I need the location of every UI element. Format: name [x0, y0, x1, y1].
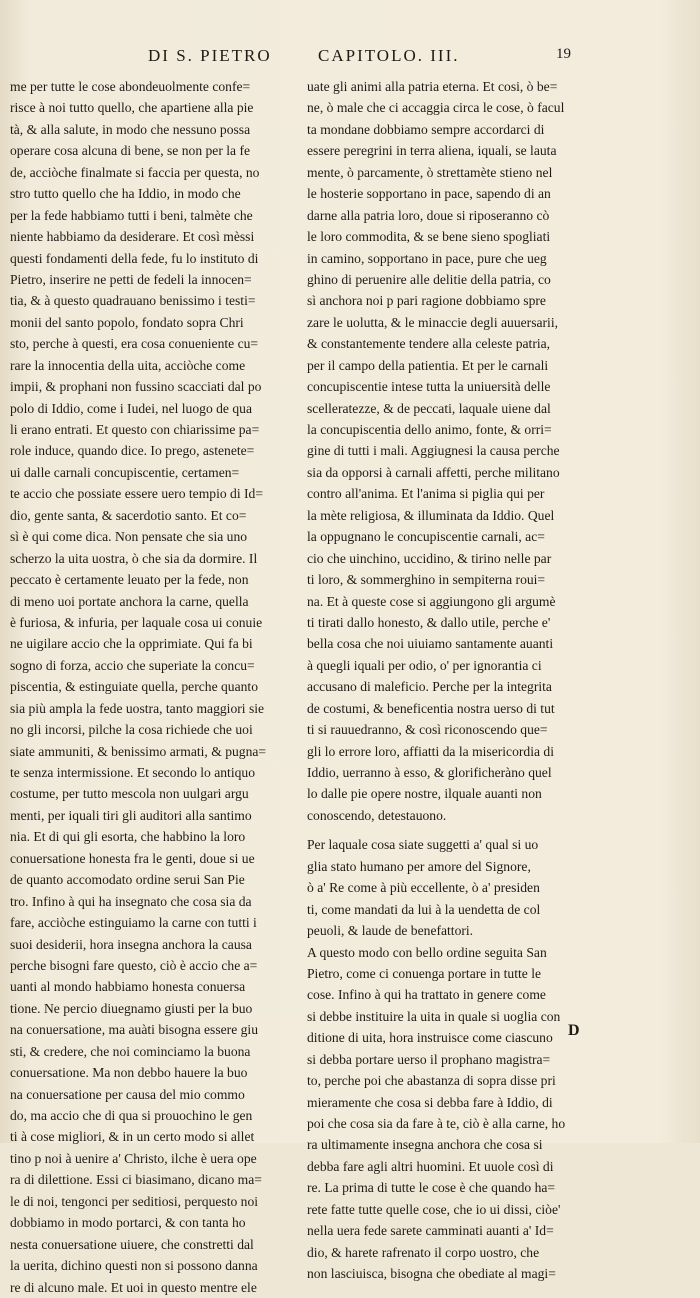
text-line: sì anchora noi p pari ragione dobbiamo spre — [307, 293, 546, 309]
text-line: le hosterie sopportano in pace, sapendo di an — [307, 186, 551, 202]
text-line: Per laquale cosa siate suggetti a' qual si uo — [307, 837, 539, 853]
text-line: ne, ò male che ci accaggia circa le cose, ò facul — [307, 100, 565, 116]
text-line: tà, & alla salute, in modo che nessuno possa — [10, 121, 251, 137]
text-line: questi fondamenti della fede, fu lo instituto di — [10, 250, 259, 266]
text-line: dio, gente santa, & sacerdotio santo. Et co= — [10, 507, 247, 523]
text-line: polo di Iddio, come i Iudei, nel luogo de qua — [10, 400, 252, 416]
text-line: li erano entrati. Et questo con chiarissime pa= — [10, 422, 260, 437]
text-line: per il campo della patientia. Et per le carnali — [307, 357, 549, 373]
text-line: accusano di maleficio. Perche per la integrita — [307, 679, 552, 695]
text-line: dobbiamo in modo portarci, & con tanta ho — [10, 1215, 246, 1231]
right-paragraph-3 — [307, 942, 597, 1285]
text-line: cio che uinchino, uccidino, & tirino nelle par — [307, 550, 552, 566]
text-line: glia stato humano per amore del Signore, — [307, 858, 531, 874]
text-line: sti, & credere, che noi cominciamo la buona — [10, 1043, 251, 1059]
text-line: uate gli animi alla patria eterna. Et cosi, ò be= — [307, 79, 558, 94]
text-line: stro tutto quello che ha Iddio, in modo che — [10, 186, 241, 202]
text-line: peccato è certamente leuato per la fede, non — [10, 572, 249, 588]
text-line: ra ultimamente insegna anchora che cosa si — [307, 1137, 543, 1153]
text-line: concupiscentie intese tutta la uniuersità delle — [307, 379, 551, 395]
text-line: suoi desiderii, hora insegna anchora la causa — [10, 936, 252, 952]
text-line: costume, per tutto mescola non uulgari argu — [10, 786, 249, 802]
text-line: la oppugnano le concupiscentie carnali, ac= — [307, 529, 545, 545]
text-line: cose. Infino à qui ha trattato in genere come — [307, 987, 546, 1003]
text-line: tia, & à questo quadrauano benissimo i testi= — [10, 293, 256, 309]
text-line: à quegli iquali per odio, o' per ignorantia ci — [307, 657, 542, 673]
text-line: non lasciuisca, bisogna che obediate al magi= — [307, 1266, 556, 1282]
text-line: gine di tutti i mali. Aggiugnesi la causa perche — [307, 443, 560, 459]
text-line: mieramente che cosa si debba fare à Iddio, di — [307, 1094, 553, 1110]
text-line: A questo modo con bello ordine seguita San — [307, 944, 547, 960]
text-line: di meno uoi portate anchora la carne, quella — [10, 593, 249, 609]
text-line: conuersatione honesta fra le genti, doue si ue — [10, 850, 255, 866]
text-line: menti, per iquali tiri gli auditori alla santimo — [10, 807, 252, 823]
folio-number: 19 — [556, 46, 571, 62]
text-line: lo dalle pie opere nostre, ilquale auanti non — [307, 786, 542, 802]
text-line: poi che cosa sia da fare à te, ciò è alla carne, ho — [307, 1116, 566, 1131]
text-line: le loro commodita, & se bene sieno spogliati — [307, 229, 551, 245]
text-line: ti, come mandati da lui à la uendetta de col — [307, 901, 541, 917]
text-line: piscentia, & estinguiate quella, perche quanto — [10, 679, 258, 695]
text-line: ghino di peruenire alle delitie della patria, co — [307, 271, 551, 287]
text-line: dio, & harete rafrenato il corpo uostro, che — [307, 1244, 540, 1260]
text-line: le di noi, tengonci per seditiosi, perquesto noi — [10, 1193, 259, 1209]
text-line: na conuersatione, ma auàti bisogna essere giu — [10, 1022, 258, 1038]
text-line: essere peregrini in terra aliena, iquali, se lauta — [307, 143, 557, 159]
text-line: de costumi, & beneficentia nostra uerso di tut — [307, 700, 555, 716]
text-line: la mète religiosa, & illuminata da Iddio. Quel — [307, 507, 555, 523]
text-line: ti à cose migliori, & in un certo modo si allet — [10, 1129, 255, 1145]
text-line: ti si rauuedranno, & così riconoscendo que= — [307, 722, 548, 738]
text-line: rete fatte tutte quelle cose, che io ui dissi, ciòe' — [307, 1201, 561, 1217]
text-line: zare le uolutta, & le minaccie degli auuersarii, — [307, 314, 558, 330]
text-line: sogno di forza, accio che superiate la concu= — [10, 657, 255, 673]
text-line: ti tirati dallo honesto, & dallo utile, perche e' — [307, 614, 551, 630]
text-line: mente, ò parcamente, ò strettamète stieno nel — [307, 164, 553, 180]
text-line: to, perche poi che abastanza di sopra disse pri — [307, 1073, 556, 1089]
text-line: in camino, sopportano in pace, pure che ueg — [307, 250, 547, 266]
text-line: debba fare agli altri huomini. Et uuole così di — [307, 1158, 554, 1174]
text-line: na conuersatione per causa del mio commo — [10, 1086, 245, 1102]
text-line: ta mondane dobbiamo sempre accordarci di — [307, 121, 545, 137]
text-line: Iddio, uerranno à esso, & glorificheràno quel — [307, 765, 552, 780]
text-line: fare, acciòche estinguiamo la carne con tutti i — [10, 915, 257, 931]
text-line: ne uigilare accio che la opprimiate. Qui fa bi — [10, 636, 253, 652]
text-line: Pietro, come ci conuenga portare in tutte le — [307, 965, 542, 981]
text-line: na. Et à queste cose si aggiungono gli argumè — [307, 593, 556, 609]
running-head-right: CAPITOLO. III. — [318, 46, 460, 65]
text-line: rare la innocentia della uita, acciòche come — [10, 357, 246, 373]
text-line: ò a' Re come à più eccellente, ò a' presiden — [307, 880, 540, 896]
text-line: contro all'anima. Et l'anima si piglia qui per — [307, 486, 545, 502]
text-line: sia da opporsi à carnali affetti, perche militano — [307, 464, 560, 480]
signature-mark: D — [568, 1022, 580, 1039]
running-head — [0, 46, 700, 70]
text-line: ui dalle carnali concupiscentie, certamen= — [10, 464, 240, 480]
text-line: Pietro, inserire ne petti de fedeli la innocen= — [10, 271, 252, 287]
text-line: te senza intermissione. Et secondo lo antiquo — [10, 765, 256, 780]
text-line: impii, & prophani non fussino scacciati dal po — [10, 379, 262, 395]
text-line: & constantemente tendere alla celeste patria, — [307, 336, 551, 352]
text-line: risce à noi tutto quello, che apartiene alla pie — [10, 100, 254, 116]
text-line: tione. Ne percio diuegnamo giusti per la buo — [10, 1000, 253, 1016]
text-line: niente habbiamo da desiderare. Et così mèssi — [10, 229, 255, 245]
text-line: de quanto accomodato ordine serui San Pie — [10, 872, 245, 888]
text-line: la concupiscentia dello animo, fonte, & orri= — [307, 422, 552, 437]
text-line: tino p noi à uenire a' Christo, ilche è uera ope — [10, 1150, 257, 1166]
text-line: conoscendo, detestauono. — [307, 807, 447, 823]
text-line: darne alla patria loro, doue si riposeranno cò — [307, 207, 550, 223]
right-column — [307, 76, 597, 1285]
text-line: nesta conuersatione uiuere, che constretti dal — [10, 1236, 254, 1252]
right-paragraph-2 — [307, 834, 597, 941]
text-line: re. La prima di tutte le cose è che quando ha= — [307, 1180, 556, 1196]
text-line: te accio che possiate essere uero tempio di Id= — [10, 486, 264, 502]
text-line: ti loro, & sommerghino in sempiterna roui= — [307, 572, 546, 588]
text-line: operare cosa alcuna di bene, se non per la fe — [10, 143, 251, 159]
text-line: scelleratezze, & de peccati, laquale uiene dal — [307, 400, 551, 416]
text-line: per la fede habbiamo tutti i beni, talmète che — [10, 207, 253, 223]
text-line: la uerita, dichino questi non si possono danna — [10, 1258, 258, 1274]
text-line: re di alcuno male. Et uoi in questo mentre ele — [10, 1279, 257, 1295]
text-line: gli lo errore loro, affiatti da la misericordia di — [307, 743, 554, 759]
text-line: ditione di uita, hora instruisce come ciascuno — [307, 1030, 553, 1046]
text-line: de, acciòche finalmate si faccia per questa, no — [10, 164, 260, 180]
text-line: siate ammuniti, & benissimo armati, & pugna= — [10, 743, 267, 759]
text-line: scherzo la uita uostra, ò che sia da dormire. Il — [10, 550, 258, 566]
text-line: conuersatione. Ma non debbo hauere la buo — [10, 1065, 248, 1081]
text-line: nia. Et di qui gli esorta, che habbino la loro — [10, 829, 246, 845]
text-line: do, ma accio che di qua si prouochino le gen — [10, 1108, 253, 1123]
right-paragraph-1 — [307, 76, 597, 826]
text-line: sto, perche à questi, era cosa conueniente cu= — [10, 336, 259, 352]
text-line: perche bisogni fare questo, ciò è accio che a= — [10, 957, 258, 973]
text-line: sia più ampla la fede uostra, tanto maggiori sie — [10, 700, 265, 716]
text-line: si debbe instituire la uita in quale si uoglia con — [307, 1008, 561, 1024]
text-line: bella cosa che noi uiuiamo santamente auanti — [307, 636, 554, 652]
text-line: monii del santo popolo, fondato sopra Chri — [10, 314, 244, 330]
text-line: peuoli, & laude de benefattori. — [307, 923, 474, 939]
left-column — [10, 76, 306, 1298]
text-line: no gli incorsi, pilche la cosa richiede che uoi — [10, 722, 253, 738]
text-line: ra di dilettione. Essi ci biasimano, dicano ma= — [10, 1172, 262, 1188]
text-line: sì è qui come dica. Non pensate che sia uno — [10, 529, 248, 545]
text-line: tro. Infino à qui ha insegnato che cosa sia da — [10, 893, 252, 909]
paragraph-gap — [307, 826, 597, 834]
text-line: me per tutte le cose abondeuolmente confe= — [10, 79, 251, 94]
text-line: nella uera fede sarete camminati auanti a' Id= — [307, 1223, 554, 1239]
text-line: uanti al mondo habbiamo honesta conuersa — [10, 979, 246, 995]
running-head-left: DI S. PIETRO — [148, 46, 272, 65]
text-line: è furiosa, & infuria, per laquale cosa ui conuie — [10, 614, 263, 630]
text-line: si debba portare uerso il prophano magistra= — [307, 1051, 551, 1067]
text-line: role induce, quando dice. Io prego, astenete= — [10, 443, 255, 459]
